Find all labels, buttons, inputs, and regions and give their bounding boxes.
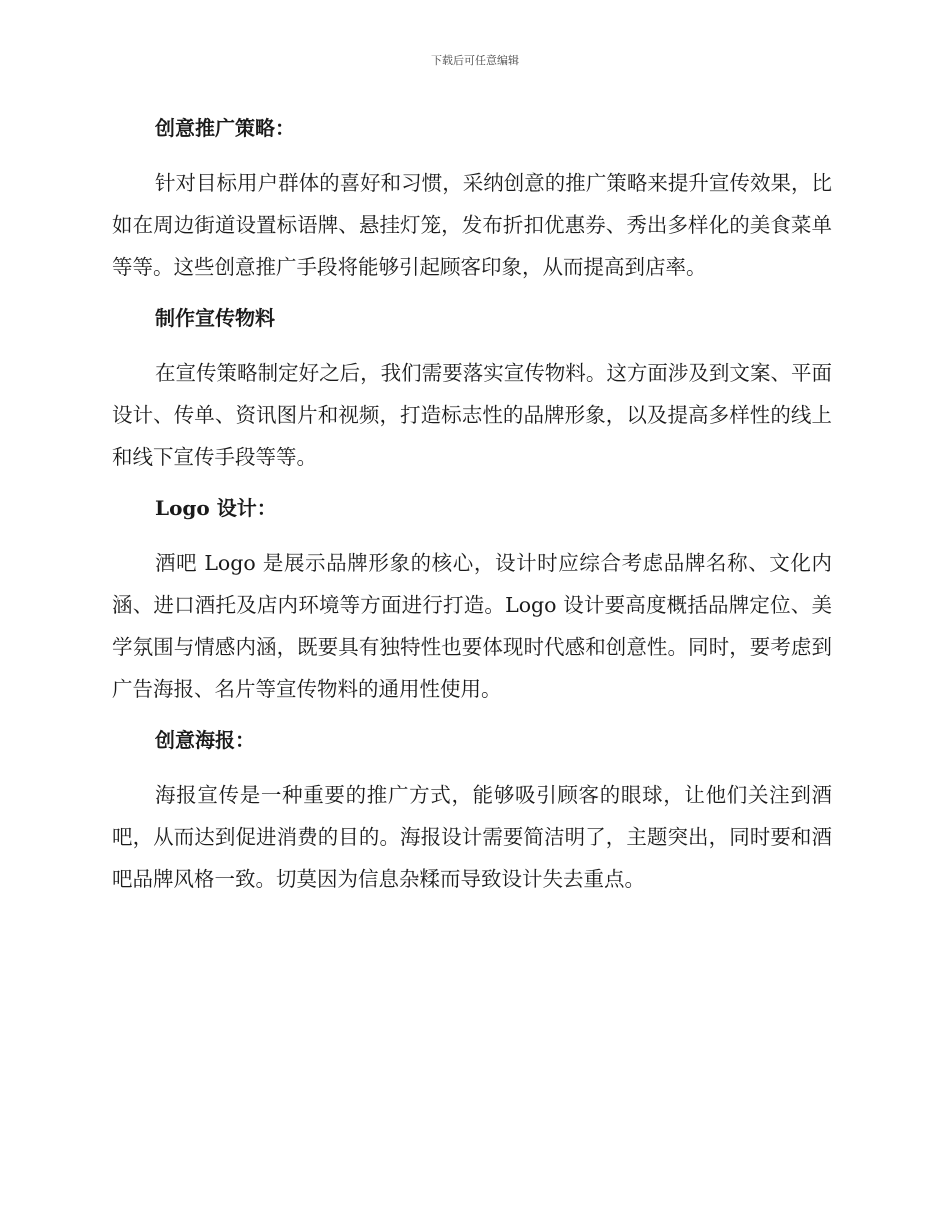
section-heading: Logo 设计： bbox=[155, 496, 277, 520]
section-promotional-materials bbox=[112, 298, 832, 478]
page-header-note: 下载后可任意编辑 bbox=[431, 54, 519, 67]
section-paragraph: 酒吧 Logo 是展示品牌形象的核心，设计时应综合考虑品牌名称、文化内涵、进口酒托及店内环境等方面进行打造。Logo 设计要高度概括品牌定位、美学氛围与情感内涵，既要具有独特性也要体现时代感和创意性。同时，要考虑到广告海报、名片等宣传物料的通用性使用。 bbox=[112, 551, 832, 701]
section-heading: 创意推广策略： bbox=[155, 116, 295, 140]
section-creative-poster bbox=[112, 720, 832, 900]
section-heading: 制作宣传物料 bbox=[155, 306, 275, 330]
section-heading: 创意海报： bbox=[155, 728, 255, 752]
section-paragraph: 针对目标用户群体的喜好和习惯，采纳创意的推广策略来提升宣传效果，比如在周边街道设置标语牌、悬挂灯笼，发布折扣优惠券、秀出多样化的美食菜单等等。这些创意推广手段将能够引起顾客印象，从而提高到店率。 bbox=[112, 171, 832, 279]
section-logo-design bbox=[112, 488, 832, 710]
section-paragraph: 在宣传策略制定好之后，我们需要落实宣传物料。这方面涉及到文案、平面设计、传单、资讯图片和视频，打造标志性的品牌形象，以及提高多样性的线上和线下宣传手段等等。 bbox=[112, 361, 832, 469]
section-creative-promotion bbox=[112, 108, 832, 288]
document-body bbox=[112, 108, 832, 910]
section-paragraph: 海报宣传是一种重要的推广方式，能够吸引顾客的眼球，让他们关注到酒吧，从而达到促进消费的目的。海报设计需要简洁明了，主题突出，同时要和酒吧品牌风格一致。切莫因为信息杂糅而导致设计失去重点。 bbox=[112, 783, 832, 891]
